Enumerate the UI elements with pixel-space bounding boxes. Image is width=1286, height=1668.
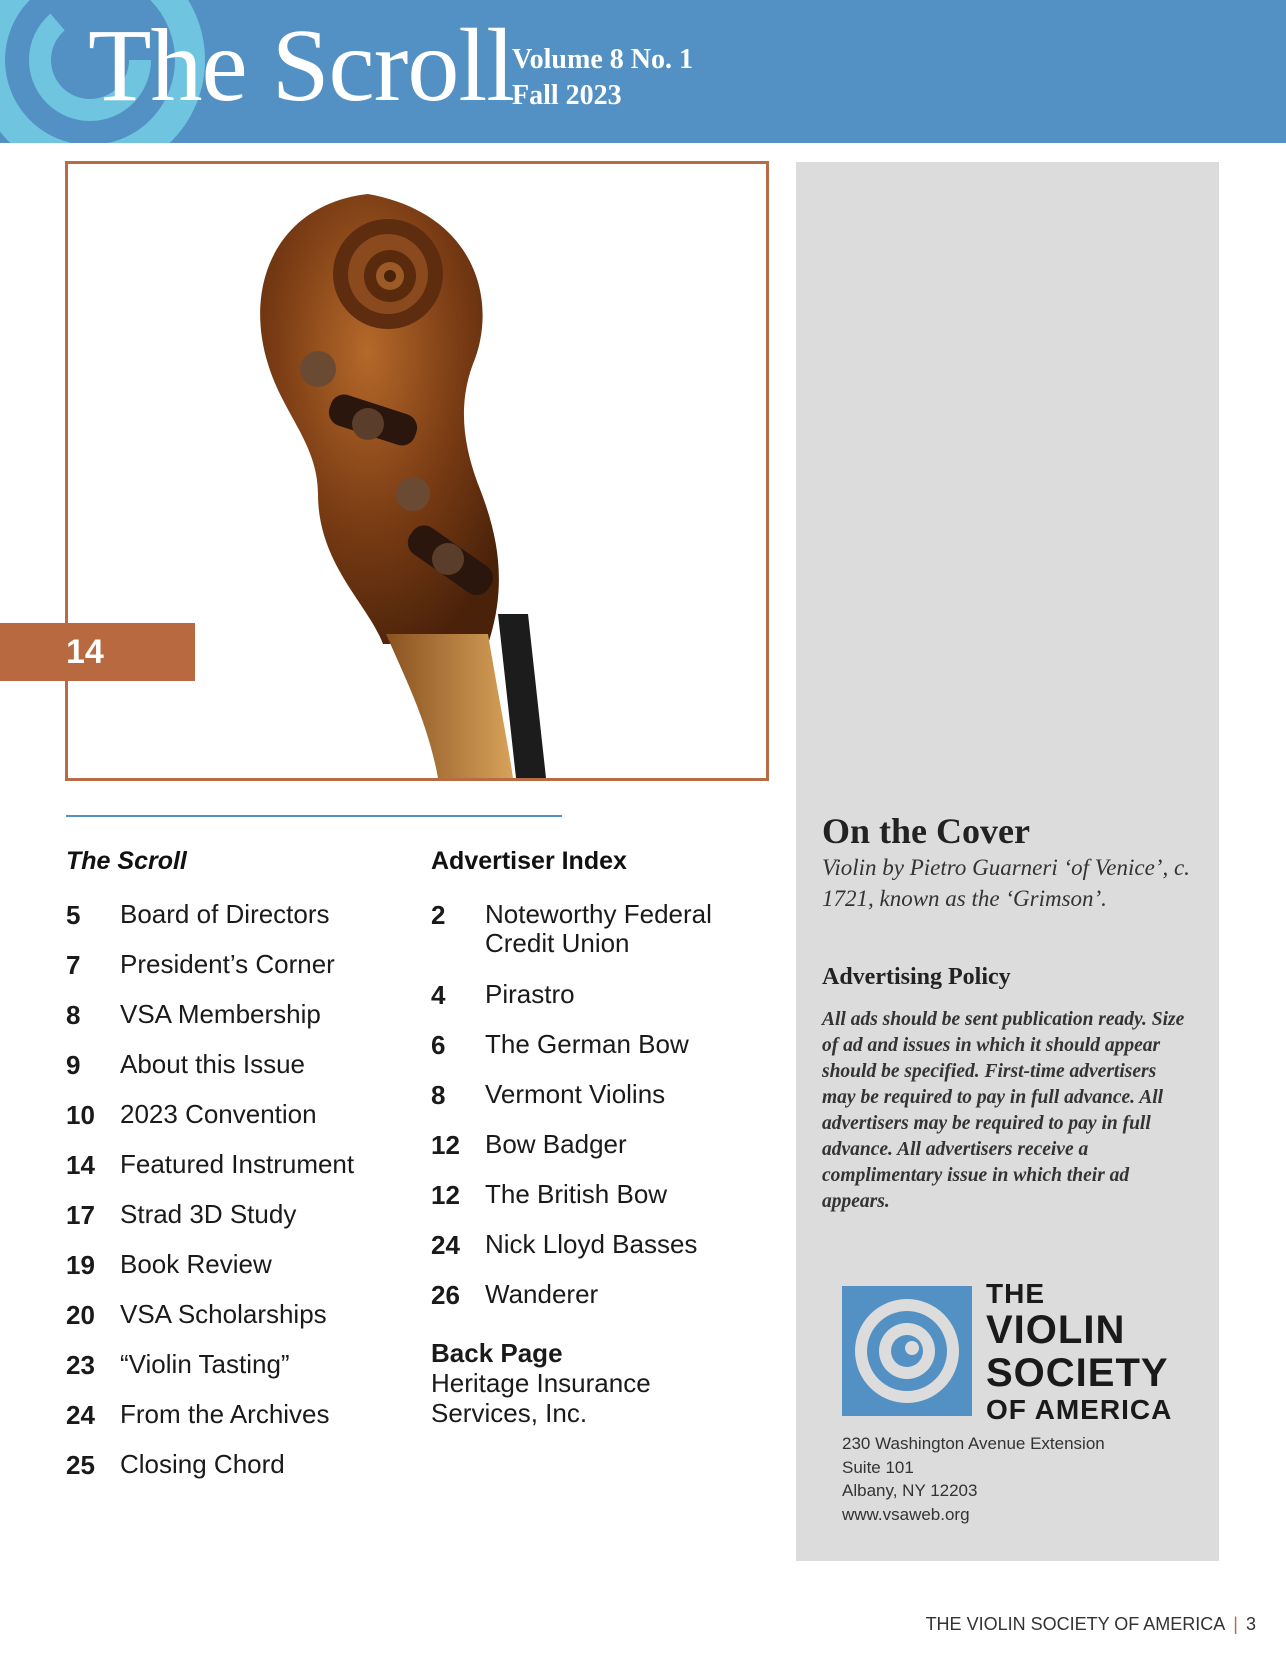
toc-page-number: 8 (66, 1000, 81, 1030)
address-city: Albany, NY 12203 (842, 1481, 978, 1500)
toc-page-number: 24 (66, 1400, 95, 1430)
page-number: 3 (1245, 1614, 1256, 1634)
toc-entry-title-line: The German Bow (485, 1029, 689, 1059)
toc-entry-title (120, 1300, 327, 1329)
toc-entry-title (120, 900, 330, 929)
address-street: 230 Washington Avenue Extension (842, 1434, 1105, 1453)
vsa-swirl-logo-icon (842, 1286, 972, 1416)
toc-entry-title (485, 1280, 598, 1309)
toc-entry-title-line: Board of Directors (120, 899, 330, 929)
toc-page-number: 9 (66, 1050, 81, 1080)
advertiser-index-heading: Advertiser Index (431, 847, 627, 875)
magazine-title: The Scroll (88, 8, 515, 123)
toc-entry-title (485, 1080, 665, 1109)
footer-separator: | (1233, 1614, 1238, 1634)
on-the-cover-heading: On the Cover (822, 811, 1030, 851)
org-name-line3: SOCIETY (986, 1351, 1169, 1395)
toc-page-number: 26 (431, 1280, 460, 1310)
issue-info (512, 42, 693, 114)
toc-page-number: 24 (431, 1230, 460, 1260)
toc-entry-title-line: Vermont Violins (485, 1079, 666, 1109)
toc-entry-title (120, 1200, 296, 1229)
advertising-policy-text: All ads should be sent publication ready. Size of ad and issues in which it should appear should be specified. First-time advertisers may be required to pay in full advance. All advertisers may be required to pay in full advance. All advertisers receive a complimentary issue in which their ad appears. (822, 1009, 1185, 1212)
violin-scroll-image (68, 164, 766, 778)
back-page-advertiser-line1: Heritage Insurance (431, 1368, 651, 1398)
toc-entry-title-line: Pirastro (485, 979, 575, 1009)
toc-page-number: 14 (66, 1150, 95, 1180)
website-link[interactable]: www.vsaweb.org (842, 1504, 970, 1524)
toc-page-number: 17 (66, 1200, 95, 1230)
toc-entry-title (120, 1100, 317, 1129)
toc-entry-title (485, 1130, 627, 1159)
divider-line (66, 815, 562, 817)
info-sidebar (796, 162, 1219, 1561)
toc-page-number: 19 (66, 1250, 95, 1280)
toc-entry-title-line: Featured Instrument (120, 1149, 355, 1179)
toc-page-number: 4 (431, 980, 446, 1010)
toc-heading: The Scroll (66, 847, 187, 875)
toc-entry-title (485, 1030, 689, 1059)
toc-entry-title-line: Nick Lloyd Basses (485, 1229, 698, 1259)
toc-entry-title-line: Credit Union (485, 928, 630, 958)
back-page-heading: Back Page (431, 1338, 563, 1368)
toc-entry-title (120, 1450, 285, 1479)
toc-entry-title (120, 1400, 330, 1429)
toc-entry-title (120, 1250, 272, 1279)
toc-page-number: 23 (66, 1350, 95, 1380)
issue-season: Fall 2023 (512, 80, 622, 111)
cover-image-frame (65, 161, 769, 781)
toc-entry-title-line: Bow Badger (485, 1129, 627, 1159)
toc-entry-title (120, 1000, 321, 1029)
toc-entry-title (485, 1180, 667, 1209)
toc-entry-title-line: Strad 3D Study (120, 1199, 297, 1229)
toc-entry-title-line: Book Review (120, 1249, 272, 1279)
cover-caption: Violin by Pietro Guarneri ‘of Venice’, c. 1721, known as the ‘Grimson’. (822, 855, 1190, 911)
toc-entry-title-line: VSA Scholarships (120, 1299, 327, 1329)
toc-page-number: 12 (431, 1180, 460, 1210)
toc-entry-title-line: “Violin Tasting” (120, 1349, 290, 1379)
toc-entry-title-line: The British Bow (485, 1179, 668, 1209)
advertising-policy-heading: Advertising Policy (822, 964, 1011, 990)
toc-entry-title-line: Wanderer (485, 1279, 599, 1309)
page-footer (926, 1614, 1256, 1635)
toc-page-number: 5 (66, 900, 81, 930)
back-page-block (431, 1338, 651, 1428)
org-name-line2: VIOLIN (986, 1308, 1126, 1352)
toc-entry-title-line: About this Issue (120, 1049, 305, 1079)
toc-entry-title (120, 1350, 290, 1379)
toc-entry-title (120, 1050, 305, 1079)
toc-page-number: 7 (66, 950, 81, 980)
toc-entry-title-line: 2023 Convention (120, 1099, 317, 1129)
org-name-line4: OF AMERICA (986, 1394, 1173, 1425)
back-page-advertiser-line2: Services, Inc. (431, 1398, 588, 1428)
toc-page-number: 25 (66, 1450, 95, 1480)
toc-entry-title-line: Closing Chord (120, 1449, 285, 1479)
toc-page-number: 10 (66, 1100, 95, 1130)
toc-page-number: 6 (431, 1030, 446, 1060)
toc-page-number: 2 (431, 900, 446, 930)
masthead (0, 0, 1286, 143)
address-suite: Suite 101 (842, 1457, 914, 1477)
mailing-address (842, 1432, 1105, 1526)
volume-number: Volume 8 No. 1 (512, 44, 693, 75)
toc-entry-title (485, 900, 712, 958)
toc-page-number: 8 (431, 1080, 446, 1110)
toc-page-number: 20 (66, 1300, 95, 1330)
toc-entry-title (485, 1230, 697, 1259)
toc-entry-title-line: Noteworthy Federal (485, 899, 712, 929)
org-name-line1: THE (986, 1278, 1045, 1309)
toc-entry-title (485, 980, 575, 1009)
featured-page-tag: 14 (0, 623, 195, 681)
footer-publication: THE VIOLIN SOCIETY OF AMERICA (925, 1614, 1226, 1634)
toc-entry-title-line: VSA Membership (120, 999, 321, 1029)
toc-page-number: 12 (431, 1130, 460, 1160)
toc-entry-title-line: From the Archives (120, 1399, 330, 1429)
toc-entry-title-line: President’s Corner (120, 949, 335, 979)
vsa-organization-name (986, 1280, 1172, 1426)
toc-entry-title (120, 1150, 354, 1179)
toc-entry-title (120, 950, 335, 979)
